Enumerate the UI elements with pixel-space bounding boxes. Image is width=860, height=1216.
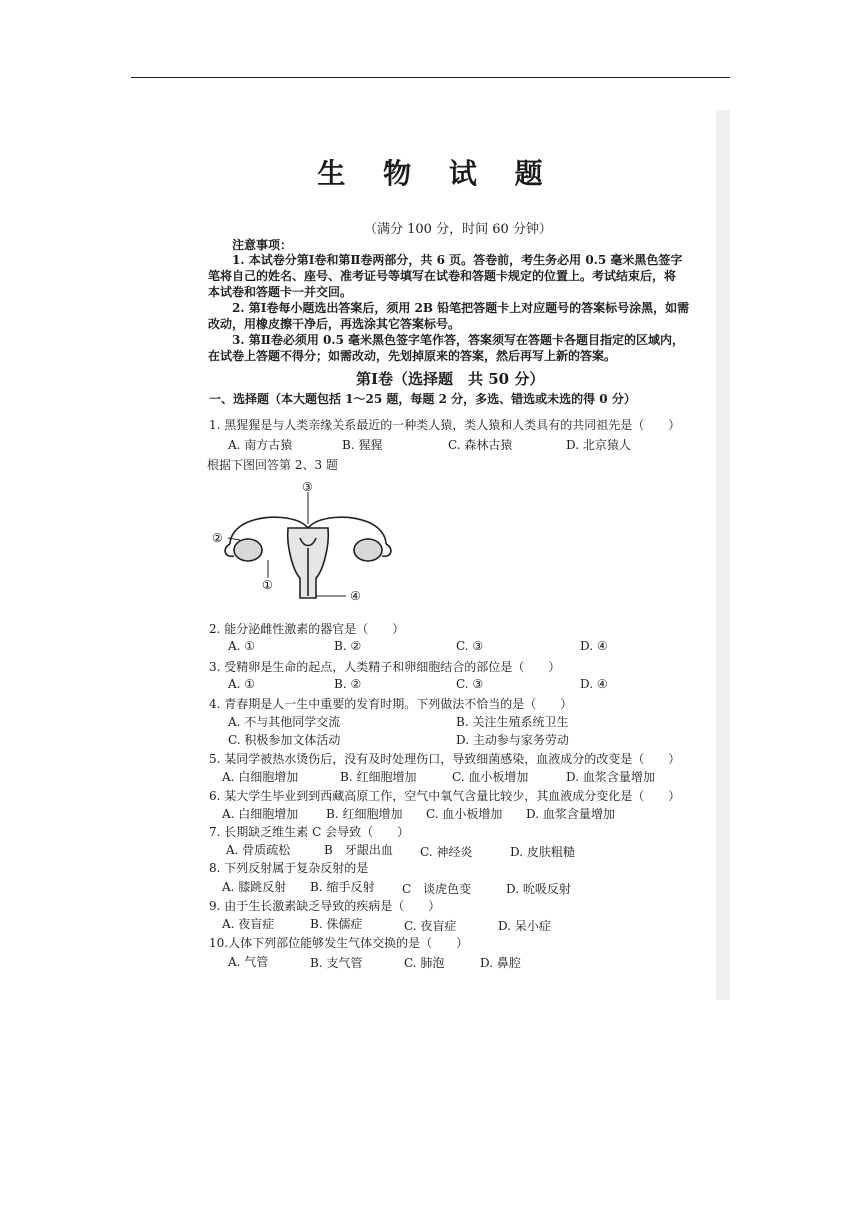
option-d: D. 鼻腔 xyxy=(480,956,521,970)
option-b: B. 关注生殖系统卫生 xyxy=(456,715,569,729)
note-line: 本试卷和答题卡一并交回。 xyxy=(208,285,353,299)
option-b: B 牙龈出血 xyxy=(324,843,393,857)
question-stem: 10.人体下列部位能够发生气体交换的是（ ） xyxy=(209,936,469,950)
header-rule xyxy=(131,77,730,78)
section-description: 一、选择题（本大题包括 1～25 题，每题 2 分，多选、错选或未选的得 0 分） xyxy=(209,392,636,406)
reproductive-system-figure xyxy=(208,478,398,608)
option-a: A. 白细胞增加 xyxy=(222,770,299,784)
option-c: C 谈虎色变 xyxy=(402,882,472,896)
note-line: 改动，用橡皮擦干净后，再选涂其它答案标号。 xyxy=(208,317,461,331)
question-stem: 2. 能分泌雌性激素的器官是（ ） xyxy=(209,622,405,636)
option-d: D. 呆小症 xyxy=(498,919,551,933)
question-stem: 9. 由于生长激素缺乏导致的疾病是（ ） xyxy=(209,899,441,913)
option-b: B. 侏儒症 xyxy=(310,917,363,931)
option-c: C. 肺泡 xyxy=(404,956,445,970)
option-b: B. ② xyxy=(334,639,362,653)
option-a: A. 夜盲症 xyxy=(222,917,275,931)
option-c: C. 神经炎 xyxy=(420,845,473,859)
question-stem: 1. 黑猩猩是与人类亲缘关系最近的一种类人猿，类人猿和人类具有的共同祖先是（ ） xyxy=(209,418,681,432)
option-d: D. ④ xyxy=(580,639,608,653)
option-b: B. 缩手反射 xyxy=(310,880,375,894)
note-line: 1. 本试卷分第Ⅰ卷和第Ⅱ卷两部分，共 6 页。答卷前，考生务必用 0.5 毫米黑色签字 xyxy=(232,253,683,267)
figure-label-2: ② xyxy=(212,531,223,545)
option-a: A. ① xyxy=(228,639,256,653)
option-c: C. 血小板增加 xyxy=(452,770,529,784)
option-d: D. 血浆含量增加 xyxy=(526,807,615,821)
option-a: A. 南方古猿 xyxy=(228,438,293,452)
option-c: C. ③ xyxy=(456,677,484,691)
figure-label-4: ④ xyxy=(350,589,361,603)
note-line: 笔将自己的姓名、座号、准考证号等填写在试卷和答题卡规定的位置上。考试结束后，将 xyxy=(208,269,677,283)
option-a: A. 骨质疏松 xyxy=(226,843,291,857)
question-stem: 5. 某同学被热水烫伤后，没有及时处理伤口，导致细菌感染，血液成分的改变是（ ） xyxy=(209,752,681,766)
figure-instruction: 根据下图回答第 2、3 题 xyxy=(207,458,338,472)
option-d: D. ④ xyxy=(580,677,608,691)
option-d: D. 皮肤粗糙 xyxy=(510,845,575,859)
option-a: A. 不与其他同学交流 xyxy=(228,715,341,729)
option-c: C. 夜盲症 xyxy=(404,919,457,933)
question-stem: 8. 下列反射属于复杂反射的是 xyxy=(209,861,369,875)
option-c: C. 森林古猿 xyxy=(448,438,513,452)
option-b: B. 猩猩 xyxy=(342,438,383,452)
option-d: D. 北京猿人 xyxy=(566,438,631,452)
note-line: 3. 第Ⅱ卷必须用 0.5 毫米黑色签字笔作答，答案须写在答题卡各题目指定的区域内， xyxy=(232,333,685,347)
option-c: C. 血小板增加 xyxy=(426,807,503,821)
question-stem: 4. 青春期是人一生中重要的发育时期。下列做法不恰当的是（ ） xyxy=(209,697,573,711)
scan-edge-strip xyxy=(716,110,730,1000)
option-a: A. 白细胞增加 xyxy=(222,807,299,821)
page-title: 生 物 试 题 xyxy=(317,157,557,190)
option-c: C. ③ xyxy=(456,639,484,653)
option-d: D. 吮吸反射 xyxy=(506,882,571,896)
option-c: C. 积极参加文体活动 xyxy=(228,733,341,747)
option-a: A. 膝跳反射 xyxy=(222,880,287,894)
option-d: D. 主动参与家务劳动 xyxy=(456,733,569,747)
question-stem: 3. 受精卵是生命的起点，人类精子和卵细胞结合的部位是（ ） xyxy=(209,660,561,674)
option-b: B. 红细胞增加 xyxy=(340,770,417,784)
figure-label-3: ③ xyxy=(302,480,313,494)
note-line: 在试卷上答题不得分；如需改动，先划掉原来的答案，然后再写上新的答案。 xyxy=(208,349,617,363)
section-title: 第Ⅰ卷（选择题 共 50 分） xyxy=(356,370,545,388)
note-line: 2. 第Ⅰ卷每小题选出答案后，须用 2B 铅笔把答题卡上对应题号的答案标号涂黑，如需 xyxy=(232,301,690,315)
option-d: D. 血浆含量增加 xyxy=(566,770,655,784)
option-b: B. 红细胞增加 xyxy=(326,807,403,821)
option-a: A. ① xyxy=(228,677,256,691)
notes-heading: 注意事项： xyxy=(232,238,293,252)
question-stem: 6. 某大学生毕业到到西藏高原工作，空气中氧气含量比较少，其血液成分变化是（ ） xyxy=(209,789,681,803)
exam-duration: （满分 100 分，时间 60 分钟） xyxy=(364,222,552,237)
figure-label-1: ① xyxy=(262,578,273,592)
option-b: B. 支气管 xyxy=(310,956,363,970)
question-stem: 7. 长期缺乏维生素 C 会导致（ ） xyxy=(209,825,410,839)
option-a: A. 气管 xyxy=(228,955,269,969)
option-b: B. ② xyxy=(334,677,362,691)
